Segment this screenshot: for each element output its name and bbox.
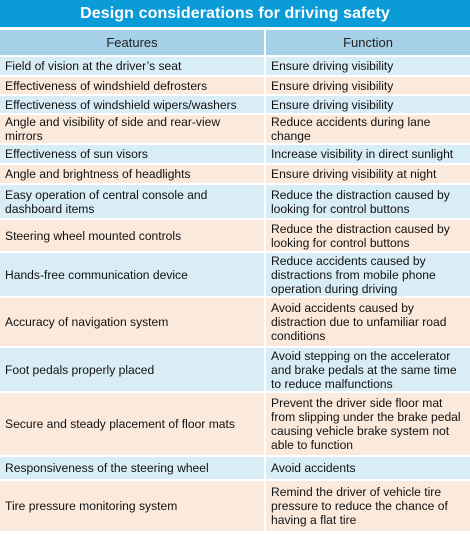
table-row bbox=[0, 220, 470, 253]
table-row bbox=[0, 348, 470, 393]
table-row bbox=[0, 165, 470, 185]
feature-cell: Responsiveness of the steering wheel bbox=[0, 457, 266, 481]
features-header: Features bbox=[0, 30, 266, 57]
table-row bbox=[0, 457, 470, 481]
feature-cell: Accuracy of navigation system bbox=[0, 298, 266, 348]
feature-cell: Steering wheel mounted controls bbox=[0, 220, 266, 253]
function-cell: Avoid stepping on the accelerator and brake pedals at the same time to reduce malfunctions bbox=[266, 348, 470, 393]
feature-cell: Tire pressure monitoring system bbox=[0, 481, 266, 533]
function-cell: Ensure driving visibility at night bbox=[266, 165, 470, 185]
feature-cell: Field of vision at the driver’s seat bbox=[0, 57, 266, 77]
feature-cell: Effectiveness of windshield wipers/washers bbox=[0, 96, 266, 115]
function-cell: Ensure driving visibility bbox=[266, 96, 470, 115]
table-row bbox=[0, 115, 470, 145]
feature-cell: Easy operation of central console and dashboard items bbox=[0, 185, 266, 220]
table-row bbox=[0, 145, 470, 165]
function-cell: Reduce the distraction caused by looking for control buttons bbox=[266, 185, 470, 220]
function-cell: Reduce the distraction caused by looking for control buttons bbox=[266, 220, 470, 253]
feature-cell: Foot pedals properly placed bbox=[0, 348, 266, 393]
function-cell: Avoid accidents caused by distraction due to unfamiliar road conditions bbox=[266, 298, 470, 348]
function-cell: Prevent the driver side floor mat from slipping under the brake pedal causing vehicle brake system not able to function bbox=[266, 393, 470, 457]
function-cell: Avoid accidents bbox=[266, 457, 470, 481]
function-cell: Reduce accidents caused by distractions from mobile phone operation during driving bbox=[266, 253, 470, 298]
function-cell: Remind the driver of vehicle tire pressure to reduce the chance of having a flat tire bbox=[266, 481, 470, 533]
feature-cell: Angle and visibility of side and rear-view mirrors bbox=[0, 115, 266, 145]
table-row bbox=[0, 481, 470, 533]
considerations-table bbox=[0, 30, 470, 533]
function-cell: Ensure driving visibility bbox=[266, 77, 470, 96]
feature-cell: Angle and brightness of headlights bbox=[0, 165, 266, 185]
table-row bbox=[0, 393, 470, 457]
feature-cell: Effectiveness of sun visors bbox=[0, 145, 266, 165]
table-row bbox=[0, 185, 470, 220]
header-row bbox=[0, 30, 470, 57]
feature-cell: Secure and steady placement of floor mats bbox=[0, 393, 266, 457]
table-row bbox=[0, 253, 470, 298]
function-cell: Ensure driving visibility bbox=[266, 57, 470, 77]
table-row bbox=[0, 298, 470, 348]
table-row bbox=[0, 57, 470, 77]
feature-cell: Hands-free communication device bbox=[0, 253, 266, 298]
function-cell: Increase visibility in direct sunlight bbox=[266, 145, 470, 165]
feature-cell: Effectiveness of windshield defrosters bbox=[0, 77, 266, 96]
table-title: Design considerations for driving safety bbox=[0, 0, 470, 27]
table-row bbox=[0, 77, 470, 96]
table-row bbox=[0, 96, 470, 115]
function-header: Function bbox=[266, 30, 470, 57]
function-cell: Reduce accidents during lane change bbox=[266, 115, 470, 145]
